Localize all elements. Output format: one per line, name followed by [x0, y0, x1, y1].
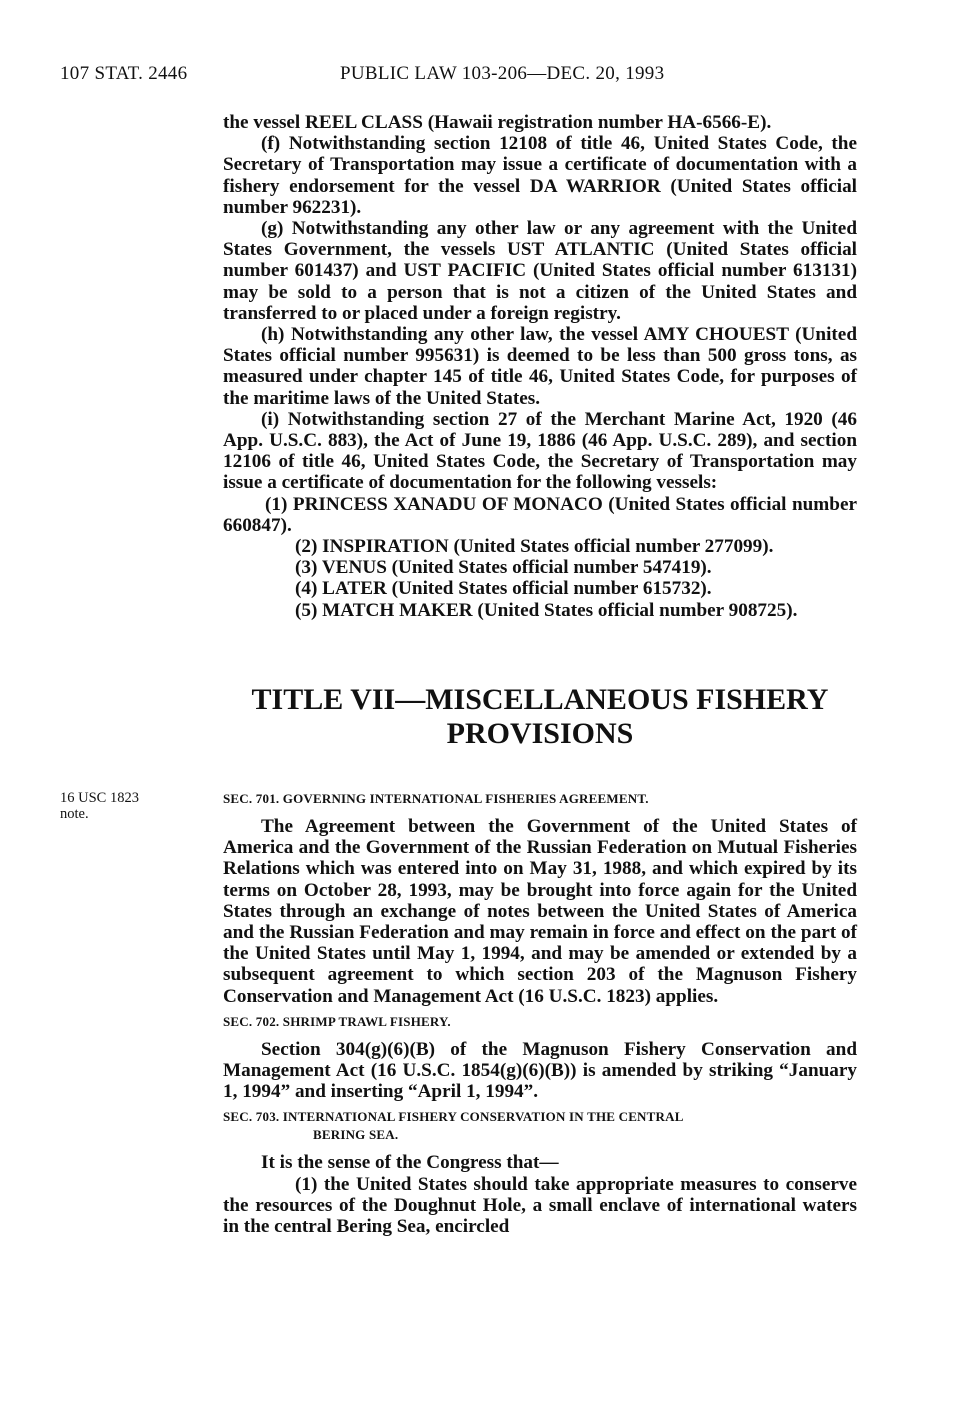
title-line: PROVISIONS	[446, 717, 634, 750]
section-703-heading-line: BERING SEA.	[313, 1127, 399, 1143]
paragraph-i: (i) Notwithstanding section 27 of the Merchant Marine Act, 1920 (46 App. U.S.C. 883), the Act of June 19, 1886 (46 App. U.S.C. 289), and section 12106 of title 46, United States Code, the Secretary of Transportation may issue a certificate of documentation for the following vessels:	[223, 408, 857, 494]
section-703-heading	[223, 1108, 857, 1144]
sections-body	[223, 790, 857, 1237]
section-703-item: (1) the United States should take appropriate measures to conserve the resources of the Doughnut Hole, a small enclave of international waters in the central Bering Sea, encircled	[223, 1173, 857, 1238]
paragraph-f: (f) Notwithstanding section 12108 of title 46, United States Code, the Secretary of Transportation may issue a certificate of documentation with a fishery endorsement for the vessel DA WARRIOR (United States official number 962231).	[223, 133, 857, 218]
public-law-reference: PUBLIC LAW 103-206—DEC. 20, 1993	[340, 63, 665, 84]
stat-reference: 107 STAT. 2446	[60, 63, 188, 84]
vessel-item: (3) VENUS (United States official number 547419).	[295, 557, 712, 579]
section-701-text: The Agreement between the Government of the United States of America and the Government of the Russian Federation on Mutual Fisheries Relations which was entered into on May 31, 1988, and which expired by its terms on October 28, 1993, may be brought into force again for the United States through an exchange of notes between the United States of America and the Russian Federation and may remain in force and effect on the part of the United States until May 1, 1994, and may be amended or extended by a subsequent agreement to which section 203 of the Magnuson Fishery Conservation and Management Act (16 U.S.C. 1823) applies.	[223, 816, 857, 1007]
title-line: TITLE VII—MISCELLANEOUS FISHERY	[251, 683, 829, 716]
paragraph-h: (h) Notwithstanding any other law, the vessel AMY CHOUEST (United States official number 995631) is deemed to be less than 500 gross tons, as measured under chapter 145 of title 46, United States Code, for purposes of the maritime laws of the United States.	[223, 324, 857, 409]
margin-note	[60, 790, 139, 822]
continued-paragraph: the vessel REEL CLASS (Hawaii registration number HA-6566-E).	[223, 112, 772, 133]
margin-note-line: 16 USC 1823	[60, 790, 139, 806]
section-701-heading: SEC. 701. GOVERNING INTERNATIONAL FISHERIES AGREEMENT.	[223, 791, 649, 806]
running-head	[60, 63, 665, 85]
section-702-heading: SEC. 702. SHRIMP TRAWL FISHERY.	[223, 1013, 451, 1029]
section-703-heading-line: SEC. 703. INTERNATIONAL FISHERY CONSERVATION IN THE CENTRAL	[223, 1109, 684, 1125]
title-heading	[223, 683, 857, 751]
vessel-item: (1) PRINCESS XANADU OF MONACO (United States official number 660847).	[223, 493, 857, 536]
vessel-item: (5) MATCH MAKER (United States official number 908725).	[295, 599, 798, 621]
vessel-item: (4) LATER (United States official number 615732).	[295, 578, 712, 600]
vessel-item: (2) INSPIRATION (United States official number 277099).	[295, 536, 774, 558]
paragraph-g: (g) Notwithstanding any other law or any agreement with the United States Government, the vessels UST ATLANTIC (United States official number 601437) and UST PACIFIC (United States official number 613131) may be sold to a person that is not a citizen of the United States and transferred to or placed under a foreign registry.	[223, 218, 857, 324]
section-702-text: Section 304(g)(6)(B) of the Magnuson Fishery Conservation and Management Act (16 U.S.C. 1854(g)(6)(B)) is amended by striking “January 1, 1994” and inserting “April 1, 1994”.	[223, 1038, 857, 1103]
section-body-top	[223, 112, 857, 621]
margin-note-line: note.	[60, 806, 89, 822]
section-703-intro: It is the sense of the Congress that—	[261, 1152, 559, 1174]
